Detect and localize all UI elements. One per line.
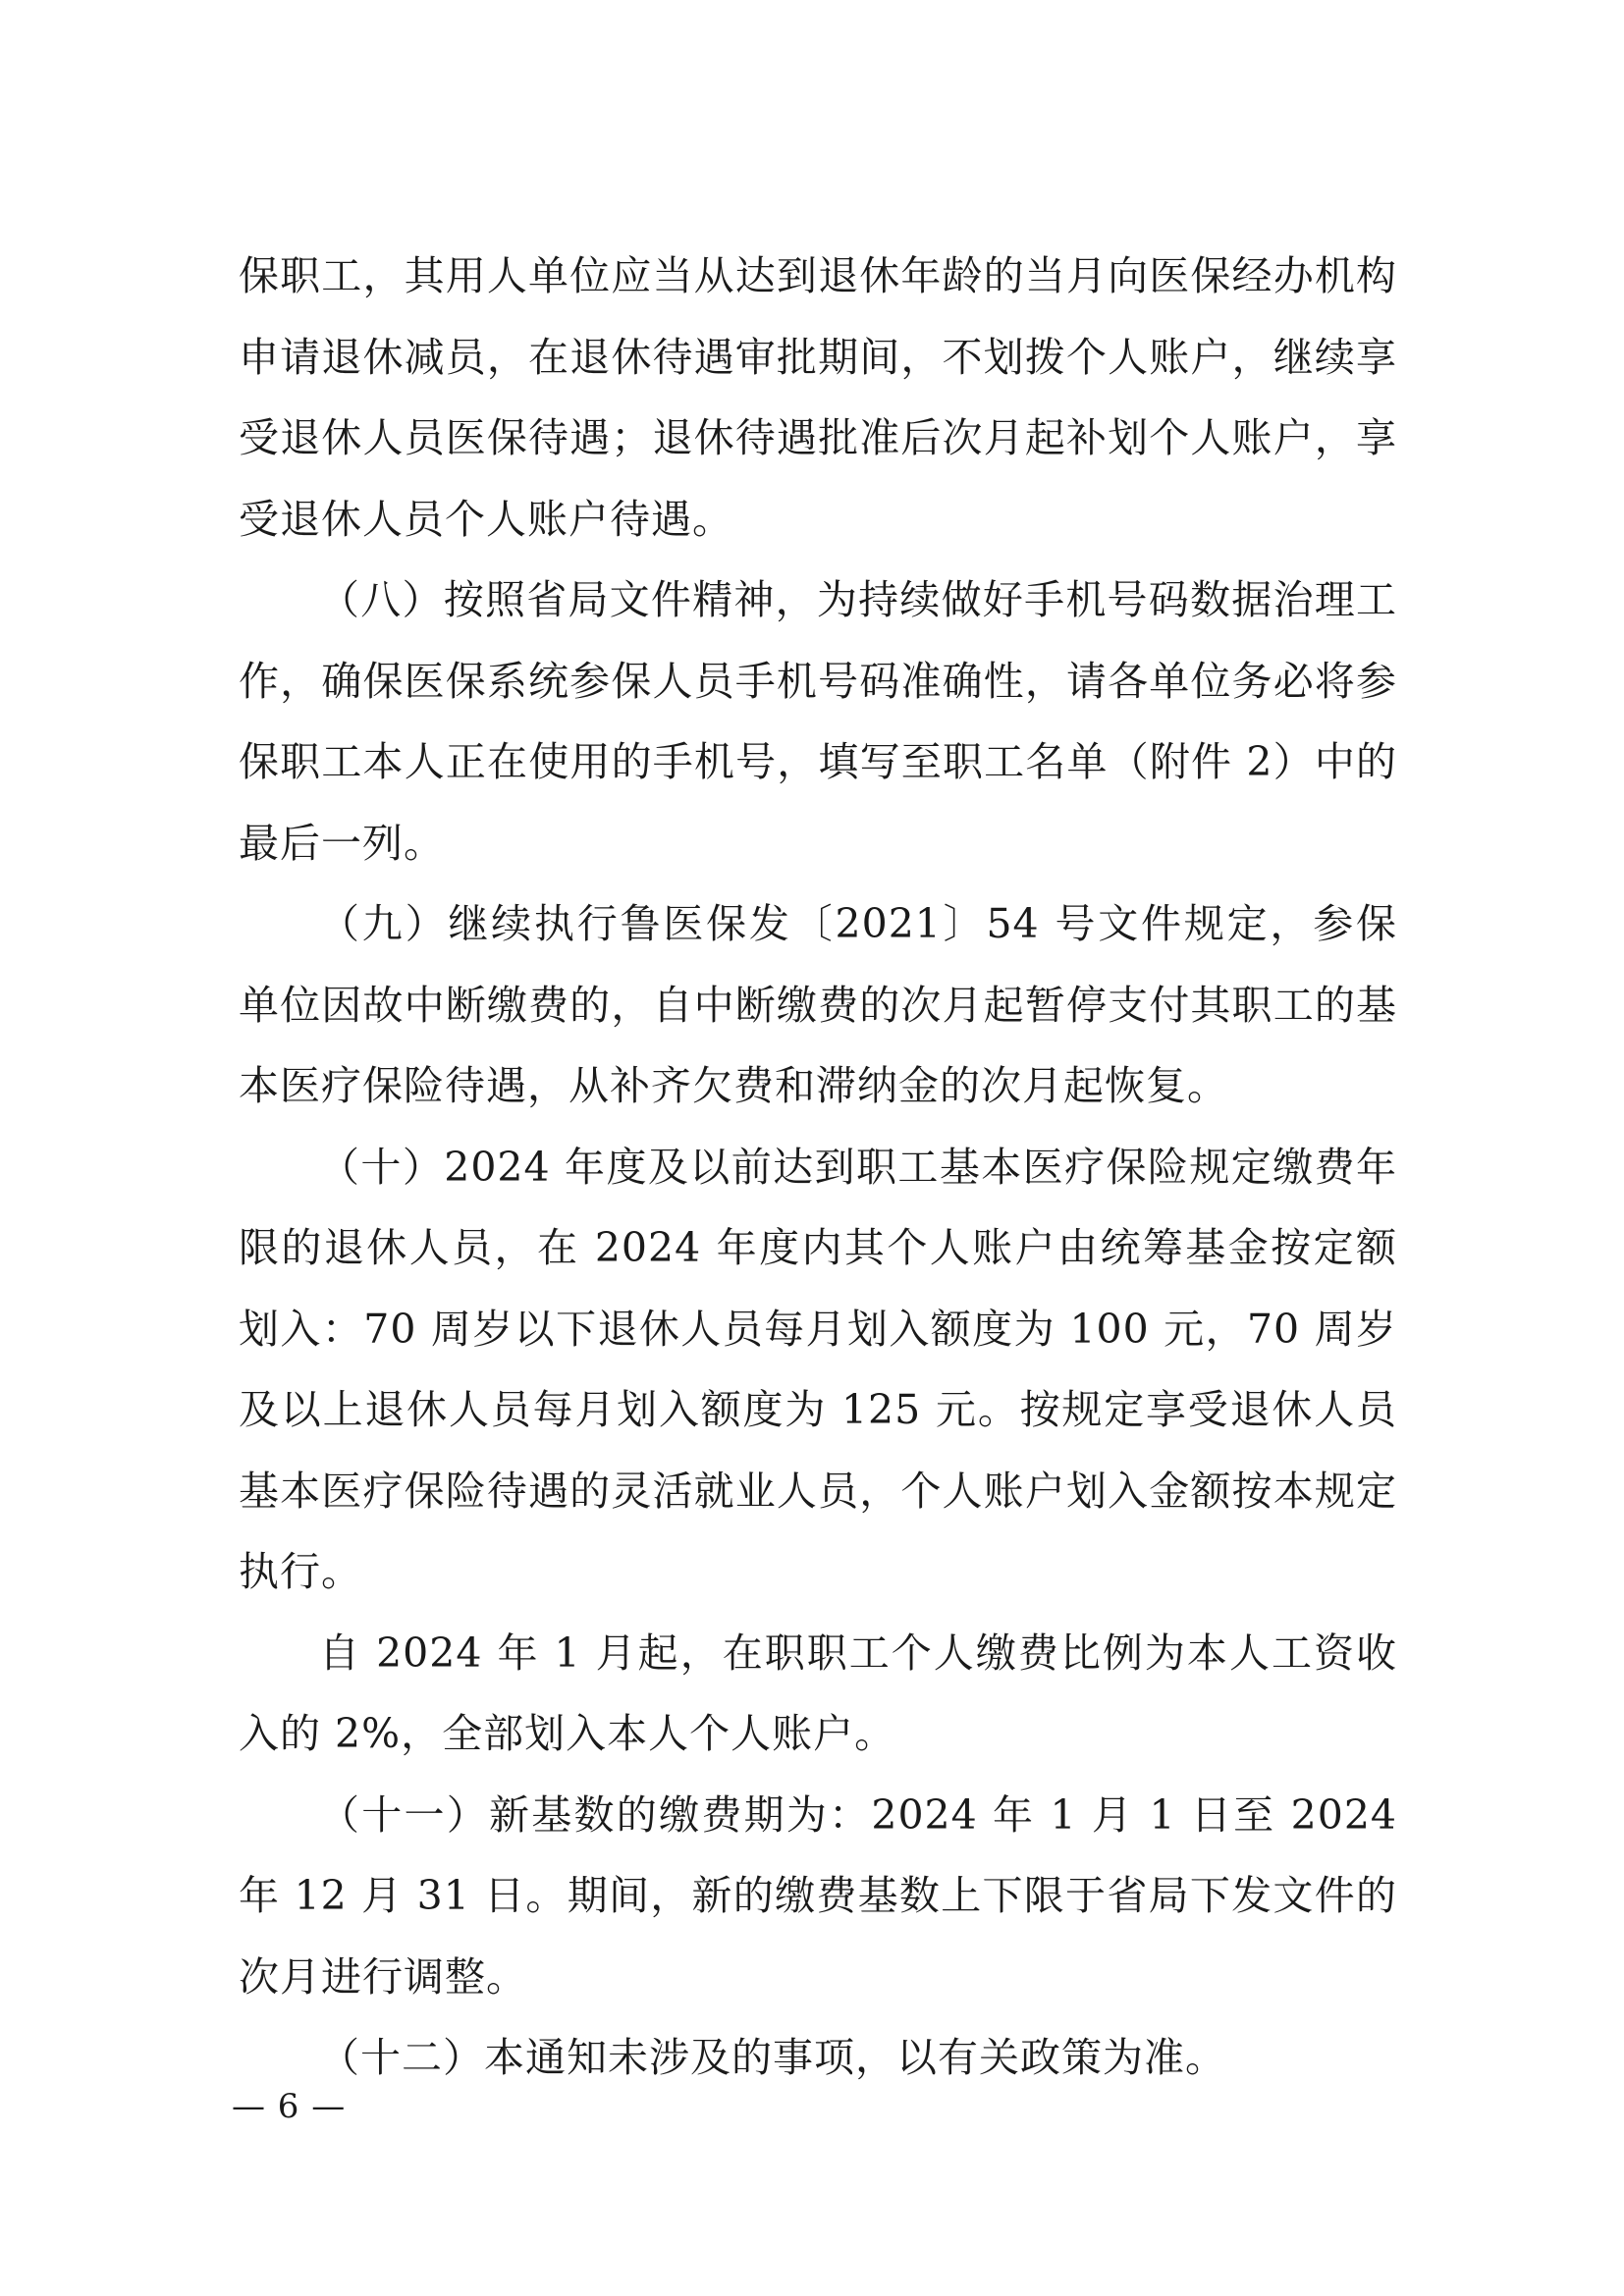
paragraph-contribution-rate: 自 2024 年 1 月起，在职职工个人缴费比例为本人工资收入的 2%，全部划入本人个人账户。 xyxy=(239,1629,1397,1757)
paragraph-item-8: （八）按照省局文件精神，为持续做好手机号码数据治理工作，确保医保系统参保人员手机号码准确性，请各单位务必将参保职工本人正在使用的手机号，填写至职工名单（附件 2）中的最后一列。 xyxy=(239,576,1397,867)
paragraph-continuation: 保职工，其用人单位应当从达到退休年龄的当月向医保经办机构申请退休减员，在退休待遇审批期间，不划拨个人账户，继续享受退休人员医保待遇；退休待遇批准后次月起补划个人账户，享受退休人员个人账户待遇。 xyxy=(239,252,1397,543)
paragraph-item-10: （十）2024 年度及以前达到职工基本医疗保险规定缴费年限的退休人员，在 2024 年度内其个人账户由统筹基金按定额划入：70 周岁以下退休人员每月划入额度为 100 元，70 周岁及以上退休人员每月划入额度为 125 元。按规定享受退休人员基本医疗保险待遇的灵活就业人员，个人账户划入金额按本规定执行。 xyxy=(239,1143,1397,1595)
paragraph-item-11: （十一）新基数的缴费期为：2024 年 1 月 1 日至 2024 年 12 月 31 日。期间，新的缴费基数上下限于省局下发文件的次月进行调整。 xyxy=(239,1790,1397,2001)
document-body xyxy=(239,236,1397,2099)
paragraph-item-12: （十二）本通知未涉及的事项，以有关政策为准。 xyxy=(319,2034,1226,2081)
page-number: — 6 — xyxy=(232,2087,347,2126)
paragraph-item-9: （九）继续执行鲁医保发〔2021〕54 号文件规定，参保单位因故中断缴费的，自中断缴费的次月起暂停支付其职工的基本医疗保险待遇，从补齐欠费和滞纳金的次月起恢复。 xyxy=(239,900,1397,1109)
